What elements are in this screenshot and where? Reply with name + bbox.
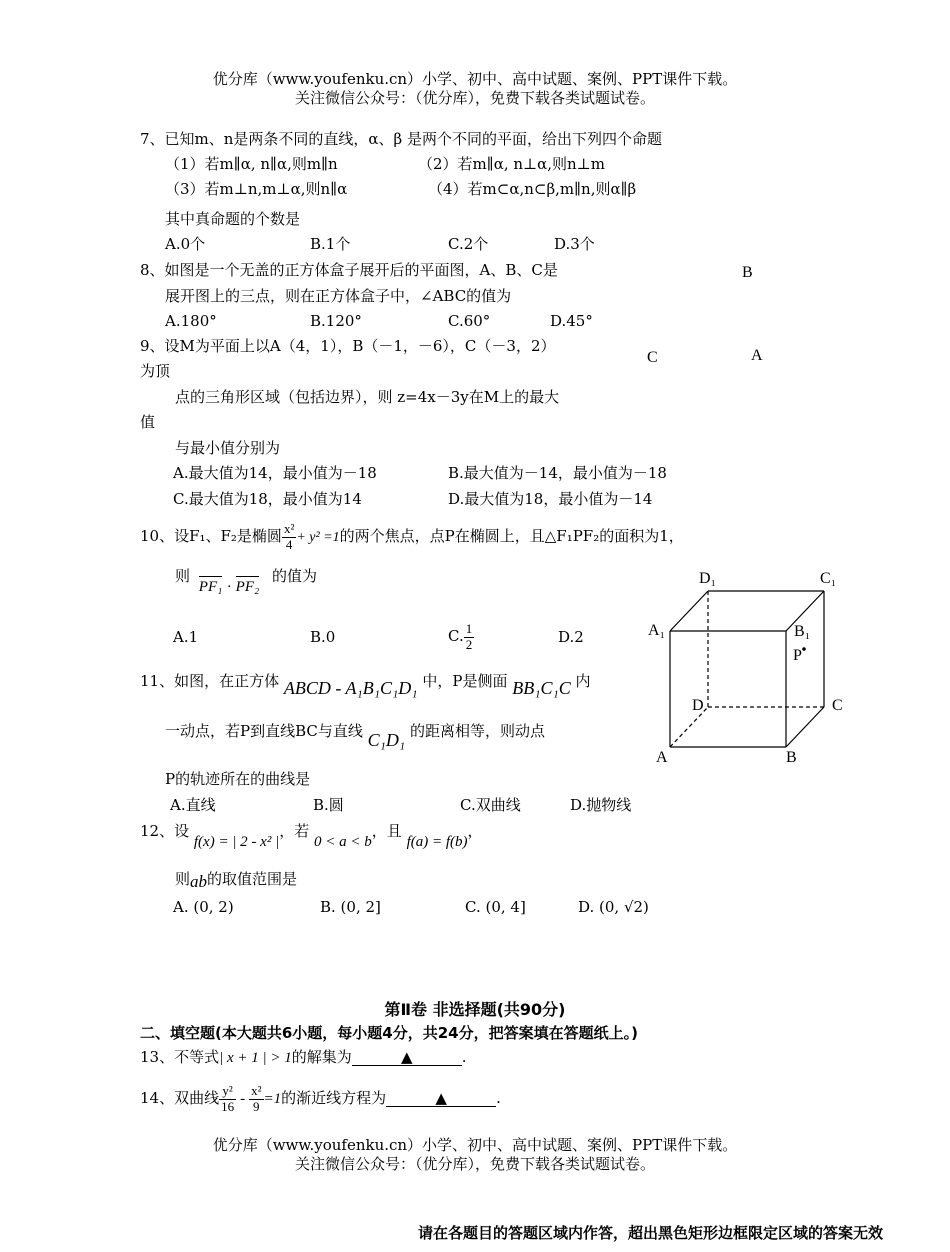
q14-end: .: [496, 1089, 501, 1107]
q7-prop-2: （2）若m∥α, n⊥α,则n⊥m: [418, 155, 606, 173]
q9-option-b: B.最大值为－14，最小值为－18: [448, 464, 667, 482]
q12-option-c: C. (0, 4]: [465, 898, 526, 916]
q10-post: 的两个焦点，点P在椭圆上，且△F₁PF₂的面积为1，: [339, 527, 684, 545]
q12-line2-post: 的取值范围是: [207, 870, 298, 888]
q7-ask: 其中真命题的个数是: [165, 210, 301, 228]
q14-line: [140, 1076, 501, 1121]
q10-option-c-fraction: [464, 622, 475, 652]
q11-line2-pre: 一动点，若P到直线BC与直线: [165, 722, 363, 740]
q13-answer-blank: ▲: [352, 1049, 462, 1066]
q7-option-d: D.3个: [554, 235, 595, 253]
q8-line-1: 8、如图是一个无盖的正方体盒子展开后的平面图，A、B、C是: [140, 261, 558, 279]
q10-ellipse-rest: + y² =1: [296, 530, 340, 545]
q14-fraction-2: [249, 1084, 263, 1114]
q12-ab: ab: [190, 872, 208, 891]
q14-f2-num: x²: [251, 1083, 262, 1099]
q8-option-c: C.60°: [448, 312, 491, 330]
q13-pre: 13、不等式: [140, 1048, 220, 1066]
q10-pre: 10、设F₁、F₂是椭圆: [140, 527, 282, 545]
q7-option-c: C.2个: [448, 235, 489, 253]
q10-frac-num: x²: [283, 521, 295, 537]
q13-post: 的解集为: [291, 1048, 352, 1066]
footer-line-2: 关注微信公众号：（优分库），免费下载各类试题试卷。: [294, 1155, 655, 1173]
q14-minus: -: [240, 1091, 246, 1107]
q11-face-name: BB₁C₁C: [512, 678, 571, 698]
q9-option-d: D.最大值为18，最小值为－14: [448, 490, 653, 508]
cube-label-p: P: [793, 647, 802, 664]
q11-line-c1d1: C₁D₁: [367, 730, 406, 750]
q7-option-a: A.0个: [165, 235, 206, 253]
q11-option-c: C.双曲线: [460, 796, 521, 814]
q10-c-den: 2: [465, 636, 473, 652]
header-line-2: 关注微信公众号：（优分库），免费下载各类试题试卷。: [294, 89, 655, 107]
q10-line2-post: 的值为: [271, 567, 317, 585]
q10-option-c-label: C.: [448, 627, 464, 645]
answer-area-note: 请在各题目的答题区域内作答，超出黑色矩形边框限定区域的答案无效: [418, 1224, 884, 1242]
cube-label-b: B: [786, 749, 797, 766]
q10-vector-pf2: PF₂: [236, 576, 260, 596]
q8-option-b: B.120°: [310, 312, 362, 330]
q11-mid: 中，P是侧面: [422, 672, 508, 690]
cube-label-c1: C₁: [820, 570, 837, 587]
cube-label-d1: D₁: [699, 570, 717, 587]
q9-line-1: 9、设M为平面上以A（4，1），B（－1，－6），C（－3，2）: [140, 337, 556, 355]
q12-line-2: [175, 869, 297, 889]
q14-pre: 14、双曲线: [140, 1089, 220, 1107]
q8-fig-label-c: C: [647, 349, 658, 366]
q11-pre: 11、如图，在正方体: [140, 672, 280, 690]
q7-prop-3: （3）若m⊥n,m⊥α,则n∥α: [165, 180, 348, 198]
q13-end: .: [461, 1048, 467, 1066]
cube-label-a1: A₁: [648, 622, 666, 639]
q7-option-b: B.1个: [310, 235, 351, 253]
section-2-instructions: 二、填空题(本大题共6小题，每小题4分，共24分，把答案填在答题纸上。): [140, 1024, 638, 1042]
q13-inequality: | x + 1 | > 1: [219, 1050, 292, 1066]
q8-option-d: D.45°: [550, 312, 593, 330]
q10-ellipse-fraction: [282, 522, 296, 552]
q12-line-1: [140, 822, 483, 850]
q11-cube-name: ABCD - A₁B₁C₁D₁: [283, 678, 418, 698]
point-p-dot: [802, 647, 806, 651]
q11-option-d: D.抛物线: [570, 796, 632, 814]
q10-option-d: D.2: [558, 628, 584, 646]
q12-option-a: A. (0, 2): [173, 898, 234, 916]
q10-frac-den: 4: [285, 536, 293, 552]
q14-post: 的渐近线方程为: [281, 1089, 387, 1107]
q12-option-d: D. (0, √2): [578, 898, 649, 916]
q9-option-a: A.最大值为14，最小值为－18: [173, 464, 377, 482]
q9-line-3: 与最小值分别为: [175, 439, 281, 457]
q14-fraction-1: [219, 1084, 236, 1114]
q14-f1-den: 16: [221, 1098, 235, 1114]
q12-equality: f(a) = f(b): [406, 834, 468, 850]
section-2-title: 第Ⅱ卷 非选择题(共90分): [384, 1000, 566, 1019]
q7-stem: 7、已知m、n是两条不同的直线，α、β 是两个不同的平面，给出下列四个命题: [140, 130, 663, 148]
q10-option-b: B.0: [310, 628, 336, 646]
q9-line-2b: 值: [140, 413, 156, 431]
q10-line2-pre: 则: [175, 567, 191, 585]
q14-equals: =1: [263, 1091, 282, 1107]
q10-vector-pf1: PF₁: [199, 576, 223, 596]
cube-edge-a1d1: [670, 591, 708, 631]
q11-post: 内: [575, 672, 591, 690]
q8-fig-label-b: B: [742, 264, 753, 281]
q11-line-2: [165, 720, 545, 750]
q11-option-b: B.圆: [313, 796, 344, 814]
cube-label-b1: B₁: [794, 623, 811, 640]
q8-fig-label-a: A: [751, 347, 763, 364]
q12-pre: 12、设: [140, 822, 190, 840]
q11-line-1: [140, 670, 591, 698]
q12-function: f(x) = | 2 - x² |: [193, 834, 280, 850]
cube-edge-bc: [786, 707, 824, 747]
q8-line-2: 展开图上的三点，则在正方体盒子中，∠ABC的值为: [165, 287, 512, 305]
q11-option-a: A.直线: [170, 796, 216, 814]
q12-comma-1: ，若: [279, 822, 310, 840]
q9-option-c: C.最大值为18，最小值为14: [173, 490, 362, 508]
q14-answer-blank: ▲: [386, 1090, 496, 1107]
q10-line-1: [140, 516, 684, 558]
q10-c-num: 1: [465, 621, 473, 637]
q11-line-3: P的轨迹所在的曲线是: [165, 770, 311, 788]
cube-label-c: C: [832, 697, 843, 714]
header-line-1: 优分库（www.youfenku.cn）小学、初中、高中试题、案例、PPT课件下载。: [212, 70, 738, 88]
q13-line: [140, 1048, 467, 1067]
q7-prop-1: （1）若m∥α, n∥α,则m∥n: [165, 155, 338, 173]
q12-line2-pre: 则: [175, 870, 191, 888]
q12-comma-2: ，且: [371, 822, 402, 840]
q8-option-a: A.180°: [165, 312, 217, 330]
q14-f2-den: 9: [253, 1098, 260, 1114]
q11-cube-figure: [640, 565, 860, 775]
q10-option-c: [448, 618, 474, 654]
q9-line-1b: 为顶: [140, 362, 171, 380]
q10-dot: ·: [227, 579, 231, 595]
q12-condition: 0 < a < b: [314, 834, 372, 850]
cube-label-a: A: [656, 749, 668, 766]
cube-label-d: D: [692, 697, 704, 714]
footer-line-1: 优分库（www.youfenku.cn）小学、初中、高中试题、案例、PPT课件下载。: [212, 1136, 738, 1154]
q10-option-a: A.1: [173, 628, 199, 646]
q9-line-2: 点的三角形区域（包括边界），则 z=4x－3y在M上的最大: [175, 388, 560, 406]
q12-option-b: B. (0, 2]: [320, 898, 381, 916]
q10-line-2: [175, 566, 317, 595]
q12-comma-3: ，: [467, 822, 483, 840]
q14-f1-num: y²: [219, 1084, 236, 1099]
q7-prop-4: （4）若m⊂α,n⊂β,m∥n,则α∥β: [428, 180, 637, 198]
q11-line2-post: 的距离相等，则动点: [409, 722, 545, 740]
